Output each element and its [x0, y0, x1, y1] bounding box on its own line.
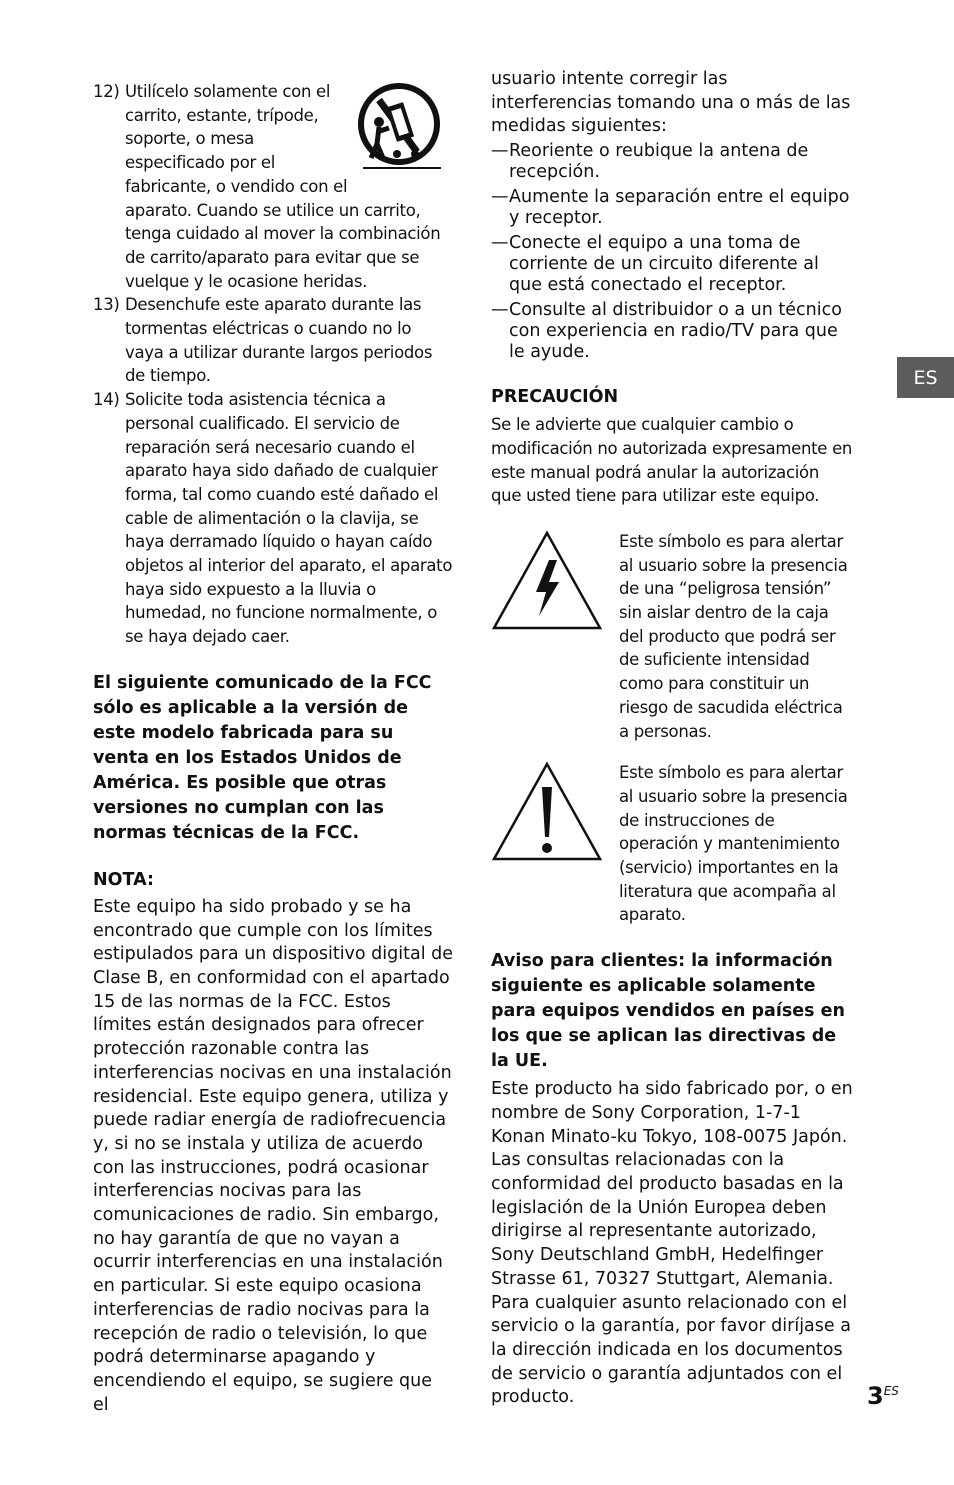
lightning-warning-icon [491, 530, 603, 632]
language-tab-label: ES [913, 366, 938, 389]
cart-tipover-warning-icon [357, 82, 453, 174]
exclamation-warning-icon [491, 761, 603, 863]
language-tab [897, 357, 954, 398]
item-text: Desenchufe este aparato durante las tormentas eléctricas o cuando no lo vaya a utilizar durante largos periodos de tiempo. [125, 295, 433, 386]
lightning-symbol-block [491, 530, 853, 743]
item-text: Utilícelo solamente con el carrito, estante, trípode, soporte, o mesa especificado por el fabricante, o vendido con el aparato. Cuando se utilice un carrito, tenga cuidado al mover la combinación de carrito/aparato para evitar que se vuelque y le ocasione heridas. [125, 82, 441, 291]
page-number-value: 3 [867, 1382, 884, 1410]
item-number: 12) [93, 82, 120, 101]
list-item-13 [93, 293, 453, 388]
measures-list [491, 141, 853, 363]
exclamation-symbol-text: Este símbolo es para alertar al usuario sobre la presencia de instrucciones de operación y mantenimiento (servicio) importantes en la literatura que acompaña al aparato. [619, 763, 848, 925]
item-number: 14) [93, 390, 120, 410]
page-number [867, 1382, 899, 1410]
item-number: 13) [93, 295, 120, 315]
precaucion-text: Se le advierte que cualquier cambio o modificación no autorizada expresamente en este manual podrá anular la autorización que usted tiene para utilizar este equipo. [491, 415, 853, 506]
precaucion-heading: PRECAUCIÓN [491, 387, 619, 408]
list-item: — Reoriente o reubique la antena de recepción. [491, 141, 853, 183]
page-number-suffix: ES [883, 1384, 899, 1398]
list-item-12 [93, 80, 453, 293]
eu-heading: Aviso para clientes: la información siguiente es aplicable solamente para equipos vendidos en países en los que se aplican las directivas de la UE. [491, 951, 845, 1072]
continuation-text: usuario intente corregir las interferencias tomando una o más de las medidas siguientes: [491, 69, 851, 137]
list-item: — Conecte el equipo a una toma de corriente de un circuito diferente al que está conectado el receptor. [491, 233, 853, 296]
eu-text: Este producto ha sido fabricado por, o en nombre de Sony Corporation, 1-7-1 Konan Minato-ku Tokyo, 108-0075 Japón. Las consultas relacionadas con la conformidad del producto basadas en la legislación de la Unión Europea deben dirigirse al representante autorizado, Sony Deutschland GmbH, Hedelfinger Strasse 61, 70327 Stuttgart, Alemania. Para cualquier asunto relacionado con el servicio o la garantía, por favor diríjase a la dirección indicada en los documentos de servicio o garantía adjuntados con el producto. [491, 1079, 853, 1408]
nota-heading: NOTA: [93, 869, 154, 890]
fcc-notice: El siguiente comunicado de la FCC sólo es aplicable a la versión de este modelo fabricada para su venta en los Estados Unidos de América. Es posible que otras versiones no cumplan con las normas técnicas de la FCC. [93, 672, 432, 843]
list-item: — Consulte al distribuidor o a un técnico con experiencia en radio/TV para que le ayude. [491, 300, 853, 363]
list-item: — Aumente la separación entre el equipo y receptor. [491, 187, 853, 229]
lightning-symbol-text: Este símbolo es para alertar al usuario sobre la presencia de una “peligrosa tensión” sin aislar dentro de la caja del producto que podrá ser de suficiente intensidad como para constituir un riesgo de sacudida eléctrica a personas. [619, 531, 848, 741]
nota-text: Este equipo ha sido probado y se ha encontrado que cumple con los límites estipulados para un dispositivo digital de Clase B, en conformidad con el apartado 15 de las normas de la FCC. Estos límites están designados para ofrecer protección razonable contra las interferencias nocivas en una instalación residencial. Este equipo genera, utiliza y puede radiar energía de radiofrecuencia y, si no se instala y utiliza de acuerdo con las instrucciones, podrá ocasionar interferencias nocivas para las comunicaciones de radio. Sin embargo, no hay garantía de que no vayan a ocurrir interferencias en una instalación en particular. Si este equipo ocasiona interferencias de radio nocivas para la recepción de radio o televisión, lo que podrá determinarse apagando y encendiendo el equipo, se sugiere que el [93, 896, 454, 1415]
right-column [491, 68, 853, 1410]
exclamation-symbol-block [491, 761, 853, 927]
item-text: Solicite toda asistencia técnica a personal cualificado. El servicio de reparación será necesario cuando el aparato haya sido dañado de cualquier forma, tal como cuando esté dañado el cable de alimentación o la clavija, se haya derramado líquido o hayan caído objetos al interior del aparato, el aparato haya sido expuesto a la lluvia o humedad, no funcione normalmente, o se haya dejado caer. [125, 390, 453, 647]
list-item-14 [93, 388, 453, 649]
left-column [93, 80, 453, 1417]
